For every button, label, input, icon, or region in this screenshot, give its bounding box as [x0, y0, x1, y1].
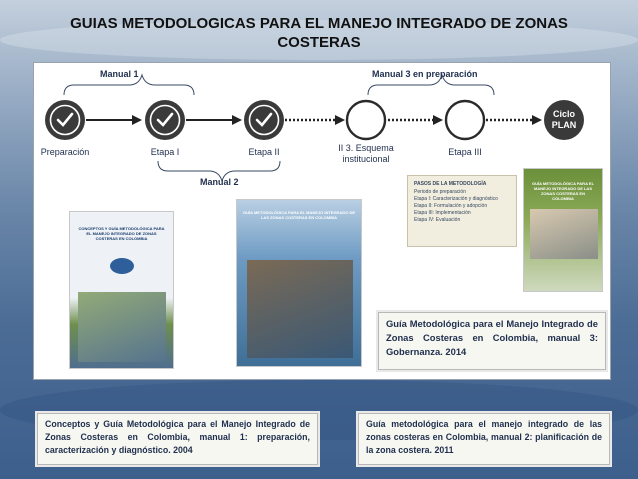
- manual3-year: 2014: [445, 346, 467, 357]
- node-preparacion: [45, 100, 85, 140]
- step-label-esquema: II 3. Esquema institucional: [338, 143, 394, 164]
- manual3-cover: [523, 168, 603, 292]
- dotted-arrow-1: [285, 115, 345, 125]
- dotted-arrow-3: [486, 115, 542, 125]
- methodology-panel: [33, 62, 611, 380]
- manual1-cover-title: CONCEPTOS Y GUÍA METODOLÓGICA PARA EL MANEJO INTEGRADO DE ZONAS COSTERAS EN COLOMBIA: [78, 226, 165, 241]
- node-etapa-i: [145, 100, 185, 140]
- step-label-etapa-i: Etapa I: [150, 147, 180, 157]
- node-etapa-iii: [446, 101, 484, 139]
- arrow-2: [186, 115, 242, 125]
- manual1-cover: [69, 211, 174, 369]
- manual1-caption: Conceptos y Guía Metodológica para el Manejo Integrado de Zonas Costeras en Colombia, manual 1: preparación, caracterización y diagnóstico. 2004: [35, 411, 320, 467]
- manual3-cover-title: GUÍA METODOLÓGICA PARA EL MANEJO INTEGRADO DE LAS ZONAS COSTERAS EN COLOMBIA: [531, 181, 595, 201]
- node-esquema-institucional: [347, 101, 385, 139]
- step-label-etapa-ii: Etapa II: [248, 147, 280, 157]
- manual2-caption: Guía metodológica para el manejo integrado de las zonas costeras en Colombia, manual 2: planificación de la zona costera. 2011: [356, 411, 612, 467]
- manual2-year: 2011: [434, 445, 454, 455]
- slide-title: GUIAS METODOLOGICAS PARA EL MANEJO INTEGRADO DE ZONAS COSTERAS: [70, 15, 568, 51]
- step-label-ciclo-plan: Ciclo PLAN: [551, 109, 577, 130]
- manual3-label: Manual 3 en preparación: [372, 69, 478, 79]
- arrow-1: [86, 115, 142, 125]
- manual2-label: Manual 2: [200, 177, 239, 187]
- step-label-etapa-iii: Etapa III: [448, 147, 482, 157]
- pasos-item: Etapa I: Caracterización y diagnóstico: [414, 196, 498, 202]
- manual2-cover: [236, 199, 362, 367]
- manual2-cover-title: GUÍA METODOLÓGICA PARA EL MANEJO INTEGRADO DE LAS ZONAS COSTERAS EN COLOMBIA: [243, 210, 356, 220]
- manual1-year: 2004: [173, 445, 193, 455]
- community-photo: [530, 209, 598, 259]
- manual3-caption: Guía Metodológica para el Manejo Integrado de Zonas Costeras en Colombia, manual 3: Gobernanza. 2014: [376, 310, 608, 372]
- meeting-photo: [247, 260, 353, 358]
- pasos-heading: PASOS DE LA METODOLOGÍA: [414, 181, 487, 187]
- dotted-arrow-2: [388, 115, 443, 125]
- step-label-preparacion: Preparación: [40, 147, 90, 157]
- pasos-item: Periodo de preparación: [414, 189, 466, 195]
- pasos-metodologia-box: [407, 175, 517, 247]
- coast-photo: [78, 292, 166, 362]
- node-etapa-ii: [244, 100, 284, 140]
- manual1-label: Manual 1: [100, 69, 139, 79]
- pasos-item: Etapa III: Implementación: [414, 210, 471, 216]
- pasos-item: Etapa IV: Evaluación: [414, 217, 461, 223]
- emblem-icon: [110, 258, 134, 274]
- pasos-item: Etapa II: Formulación y adopción: [414, 203, 488, 209]
